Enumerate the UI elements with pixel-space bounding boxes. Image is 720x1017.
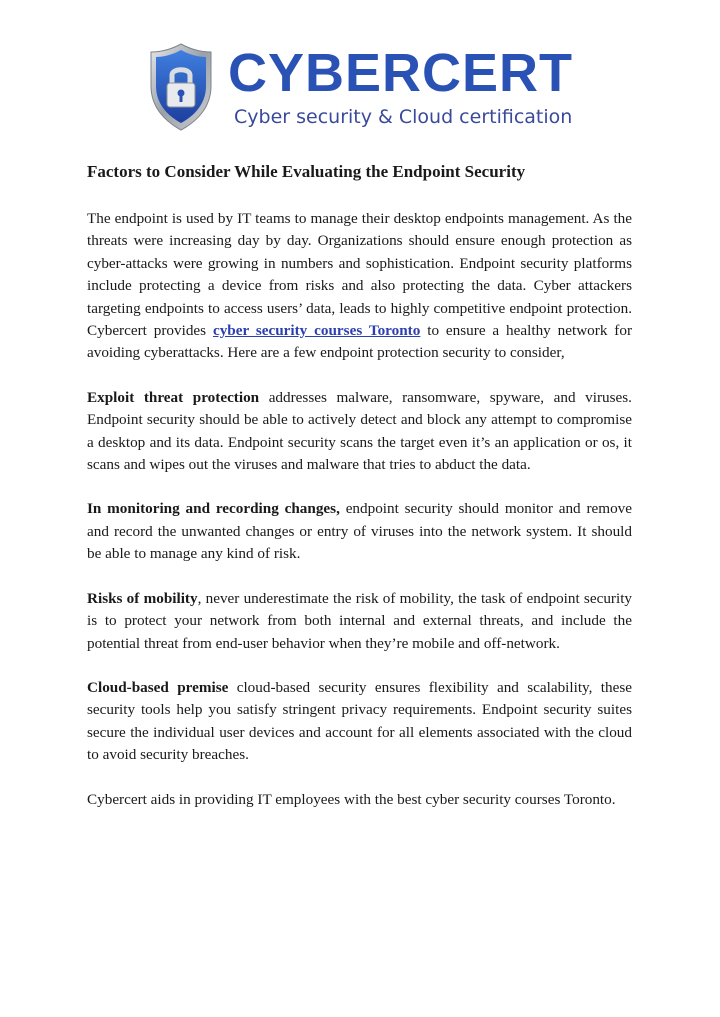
section-heading: Cloud-based premise (87, 678, 229, 696)
intro-text-after-link: to ensure a healthy network for avoiding cyberattacks. Here are a few endpoint protection security to consider, (87, 322, 632, 362)
intro-paragraph (87, 208, 632, 365)
section-text: , never underestimate the risk of mobility, the task of endpoint security is to protect your network from both internal and external threats, and include the potential threat from end-user behavior when they’re mobile and off-network. (87, 589, 633, 652)
article (87, 160, 632, 833)
article-title: Factors to Consider While Evaluating the Endpoint Security (87, 162, 526, 181)
section-heading: Exploit threat protection (87, 388, 260, 406)
section-heading: Risks of mobility (87, 589, 198, 607)
section-paragraph-exploit (87, 387, 632, 477)
section-paragraph-monitoring (87, 498, 632, 565)
section-paragraph-cloud (87, 677, 632, 767)
intro-text-before-link: The endpoint is used by IT teams to manage their desktop endpoints management. As the threats were increasing day by day. Organizations should ensure enough protection as cyber-attacks were growing in numbers and sophistication. Endpoint security platforms include protecting a device from risks and also protecting the data. Cyber attackers targeting endpoints to access users’ data, leads to highly competitive endpoint protection. Cybercert provides (87, 210, 632, 340)
section-text: cloud-based security ensures flexibility and scalability, these security tools help you satisfy stringent privacy requirements. Endpoint security suites secure the individual user devices and account for all elements associated with the cloud to avoid security breaches. (87, 678, 633, 764)
section-text: endpoint security should monitor and remove and record the unwanted changes or entry of viruses into the network system. It should be able to manage any kind of risk. (87, 500, 632, 563)
brand-name: CYBERCERT (228, 43, 574, 103)
shield-lock-icon (148, 42, 214, 132)
brand-tagline: Cyber security & Cloud certification (234, 106, 573, 128)
section-text: addresses malware, ransomware, spyware, and viruses. Endpoint security should be able to actively detect and block any attempt to compromise a desktop and its data. Endpoint security scans the target even it’s an application or os, it scans and wipes out the viruses and malware that tries to abduct the data. (87, 388, 632, 474)
cybercert-logo (148, 42, 578, 134)
cyber-security-courses-link[interactable]: cyber security courses Toronto (212, 322, 421, 340)
closing-paragraph: Cybercert aids in providing IT employees with the best cyber security courses Toronto. (87, 790, 616, 808)
section-paragraph-mobility (87, 588, 632, 655)
section-heading: In monitoring and recording changes, (87, 500, 340, 518)
